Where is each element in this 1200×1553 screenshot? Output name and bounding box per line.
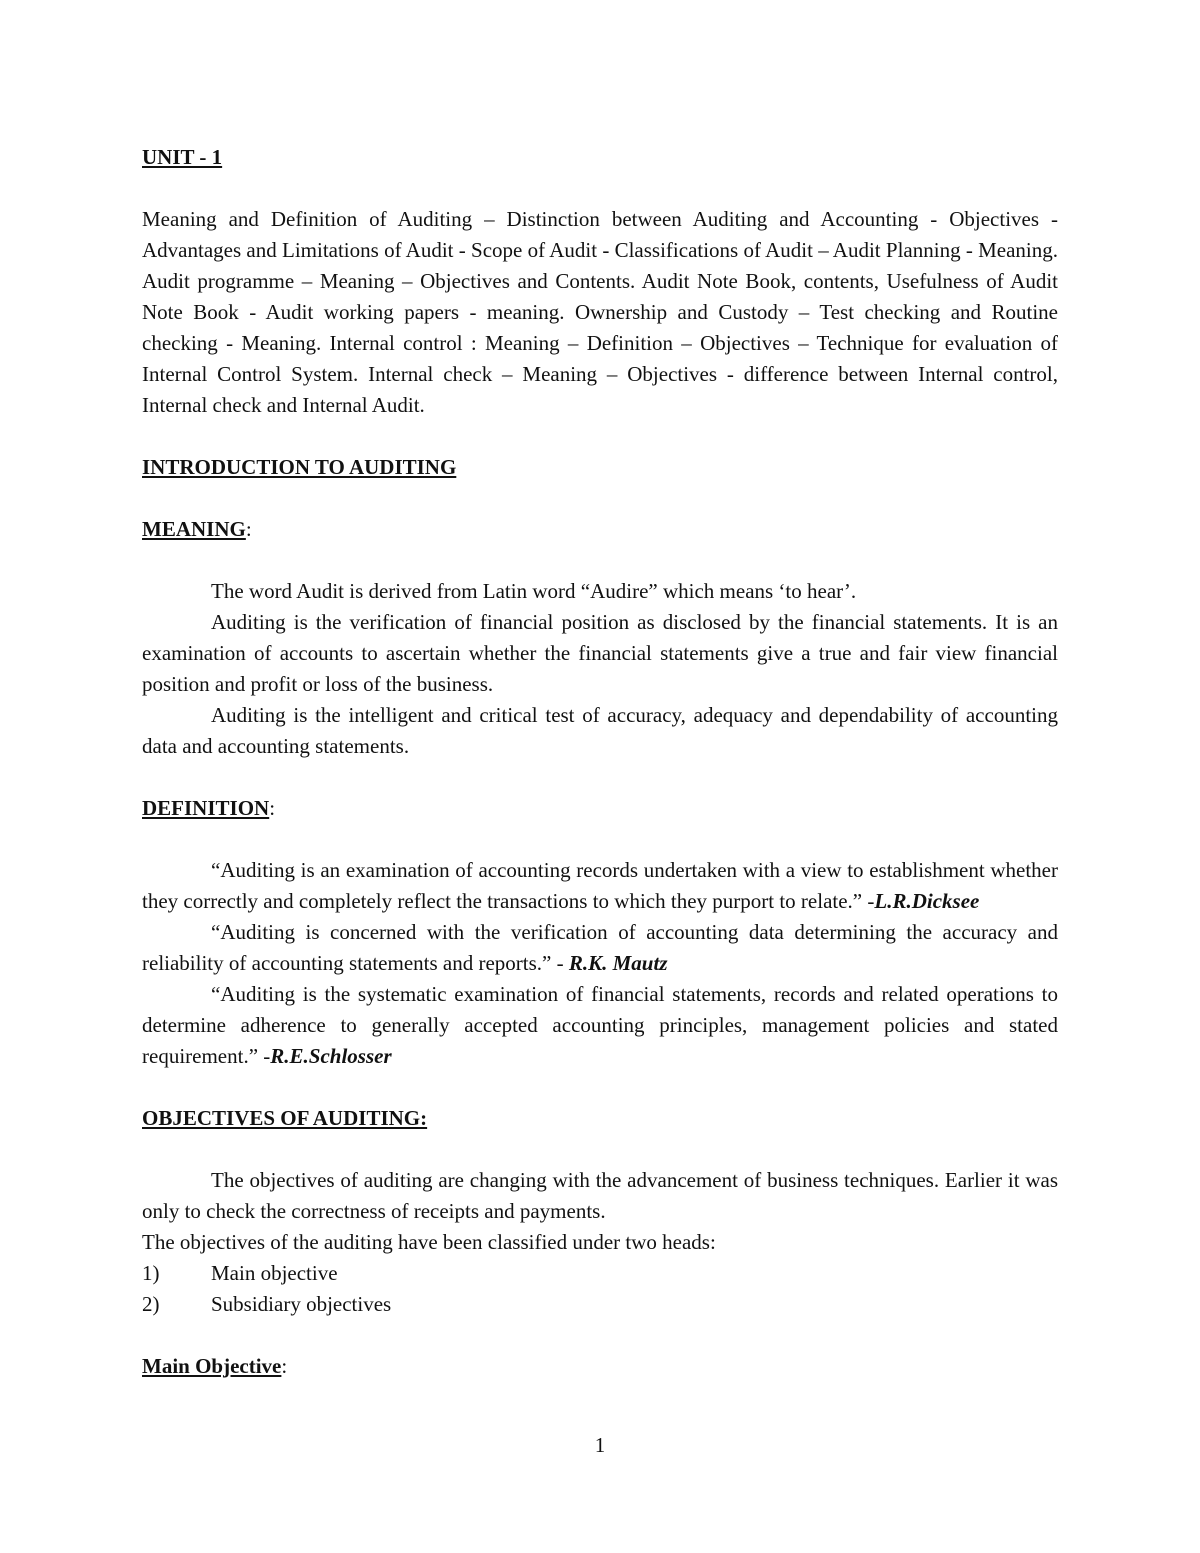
list-label: Main objective [211, 1261, 338, 1285]
meaning-paragraph-3: Auditing is the intelligent and critical test of accuracy, adequacy and dependability of accounting data and accounting statements. [142, 703, 1058, 758]
definition-quote-1 [142, 855, 1058, 917]
list-number: 2) [142, 1292, 160, 1316]
page-content [142, 142, 1058, 1382]
definition-heading: DEFINITION [142, 796, 270, 820]
definition-colon: : [269, 796, 276, 820]
quote-text: “Auditing is concerned with the verification of accounting data determining the accuracy and reliability of accounting statements and reports.” - [142, 920, 1058, 975]
objectives-intro: The objectives of auditing are changing with the advancement of business techniques. Earlier it was only to check the correctness of receipts and payments. [142, 1168, 1058, 1223]
quote-text: “Auditing is an examination of accounting records undertaken with a view to establishment whether they correctly and completely reflect the transactions to which they purport to relate.” - [142, 858, 1058, 913]
objectives-heading: OBJECTIVES OF AUDITING: [142, 1106, 428, 1130]
meaning-paragraph-1: The word Audit is derived from Latin word “Audire” which means ‘to hear’. [211, 579, 857, 603]
main-objective-heading-line [142, 1351, 1058, 1382]
quote-text: “Auditing is the systematic examination of financial statements, records and related operations to determine adherence to generally accepted accounting principles, management policies and stated requirement.” - [142, 982, 1058, 1068]
definition-quote-2 [142, 917, 1058, 979]
unit-title: UNIT - 1 [142, 145, 223, 169]
meaning-heading-line [142, 514, 1058, 545]
quote-author: R.E.Schlosser [270, 1044, 392, 1068]
definition-quote-3 [142, 979, 1058, 1072]
list-item [142, 1258, 1058, 1289]
syllabus-paragraph: Meaning and Definition of Auditing – Distinction between Auditing and Accounting - Objectives - Advantages and Limitations of Audit - Scope of Audit - Classifications of Audit – Audit Planning - Meaning. Audit programme – Meaning – Objectives and Contents. Audit Note Book, contents, Usefulness of Audit Note Book - Audit working papers - meaning. Ownership and Custody – Test checking and Routine checking - Meaning. Internal control : Meaning – Definition – Objectives – Technique for evaluation of Internal Control System. Internal check – Meaning – Objectives - difference between Internal control, Internal check and Internal Audit. [142, 207, 1058, 417]
introduction-heading: INTRODUCTION TO AUDITING [142, 455, 457, 479]
main-objective-colon: : [281, 1354, 288, 1378]
quote-author: L.R.Dicksee [874, 889, 980, 913]
list-label: Subsidiary objectives [211, 1292, 392, 1316]
meaning-colon: : [245, 517, 252, 541]
objectives-classified: The objectives of the auditing have been classified under two heads: [142, 1230, 716, 1254]
definition-heading-line [142, 793, 1058, 824]
list-number: 1) [142, 1261, 160, 1285]
page-number: 1 [594, 1433, 606, 1457]
list-item [142, 1289, 1058, 1320]
meaning-heading: MEANING [142, 517, 246, 541]
meaning-paragraph-2: Auditing is the verification of financial position as disclosed by the financial statements. It is an examination of accounts to ascertain whether the financial statements give a true and fair view financial position and profit or loss of the business. [142, 610, 1058, 696]
main-objective-heading: Main Objective [142, 1354, 282, 1378]
quote-author: R.K. Mautz [568, 951, 668, 975]
